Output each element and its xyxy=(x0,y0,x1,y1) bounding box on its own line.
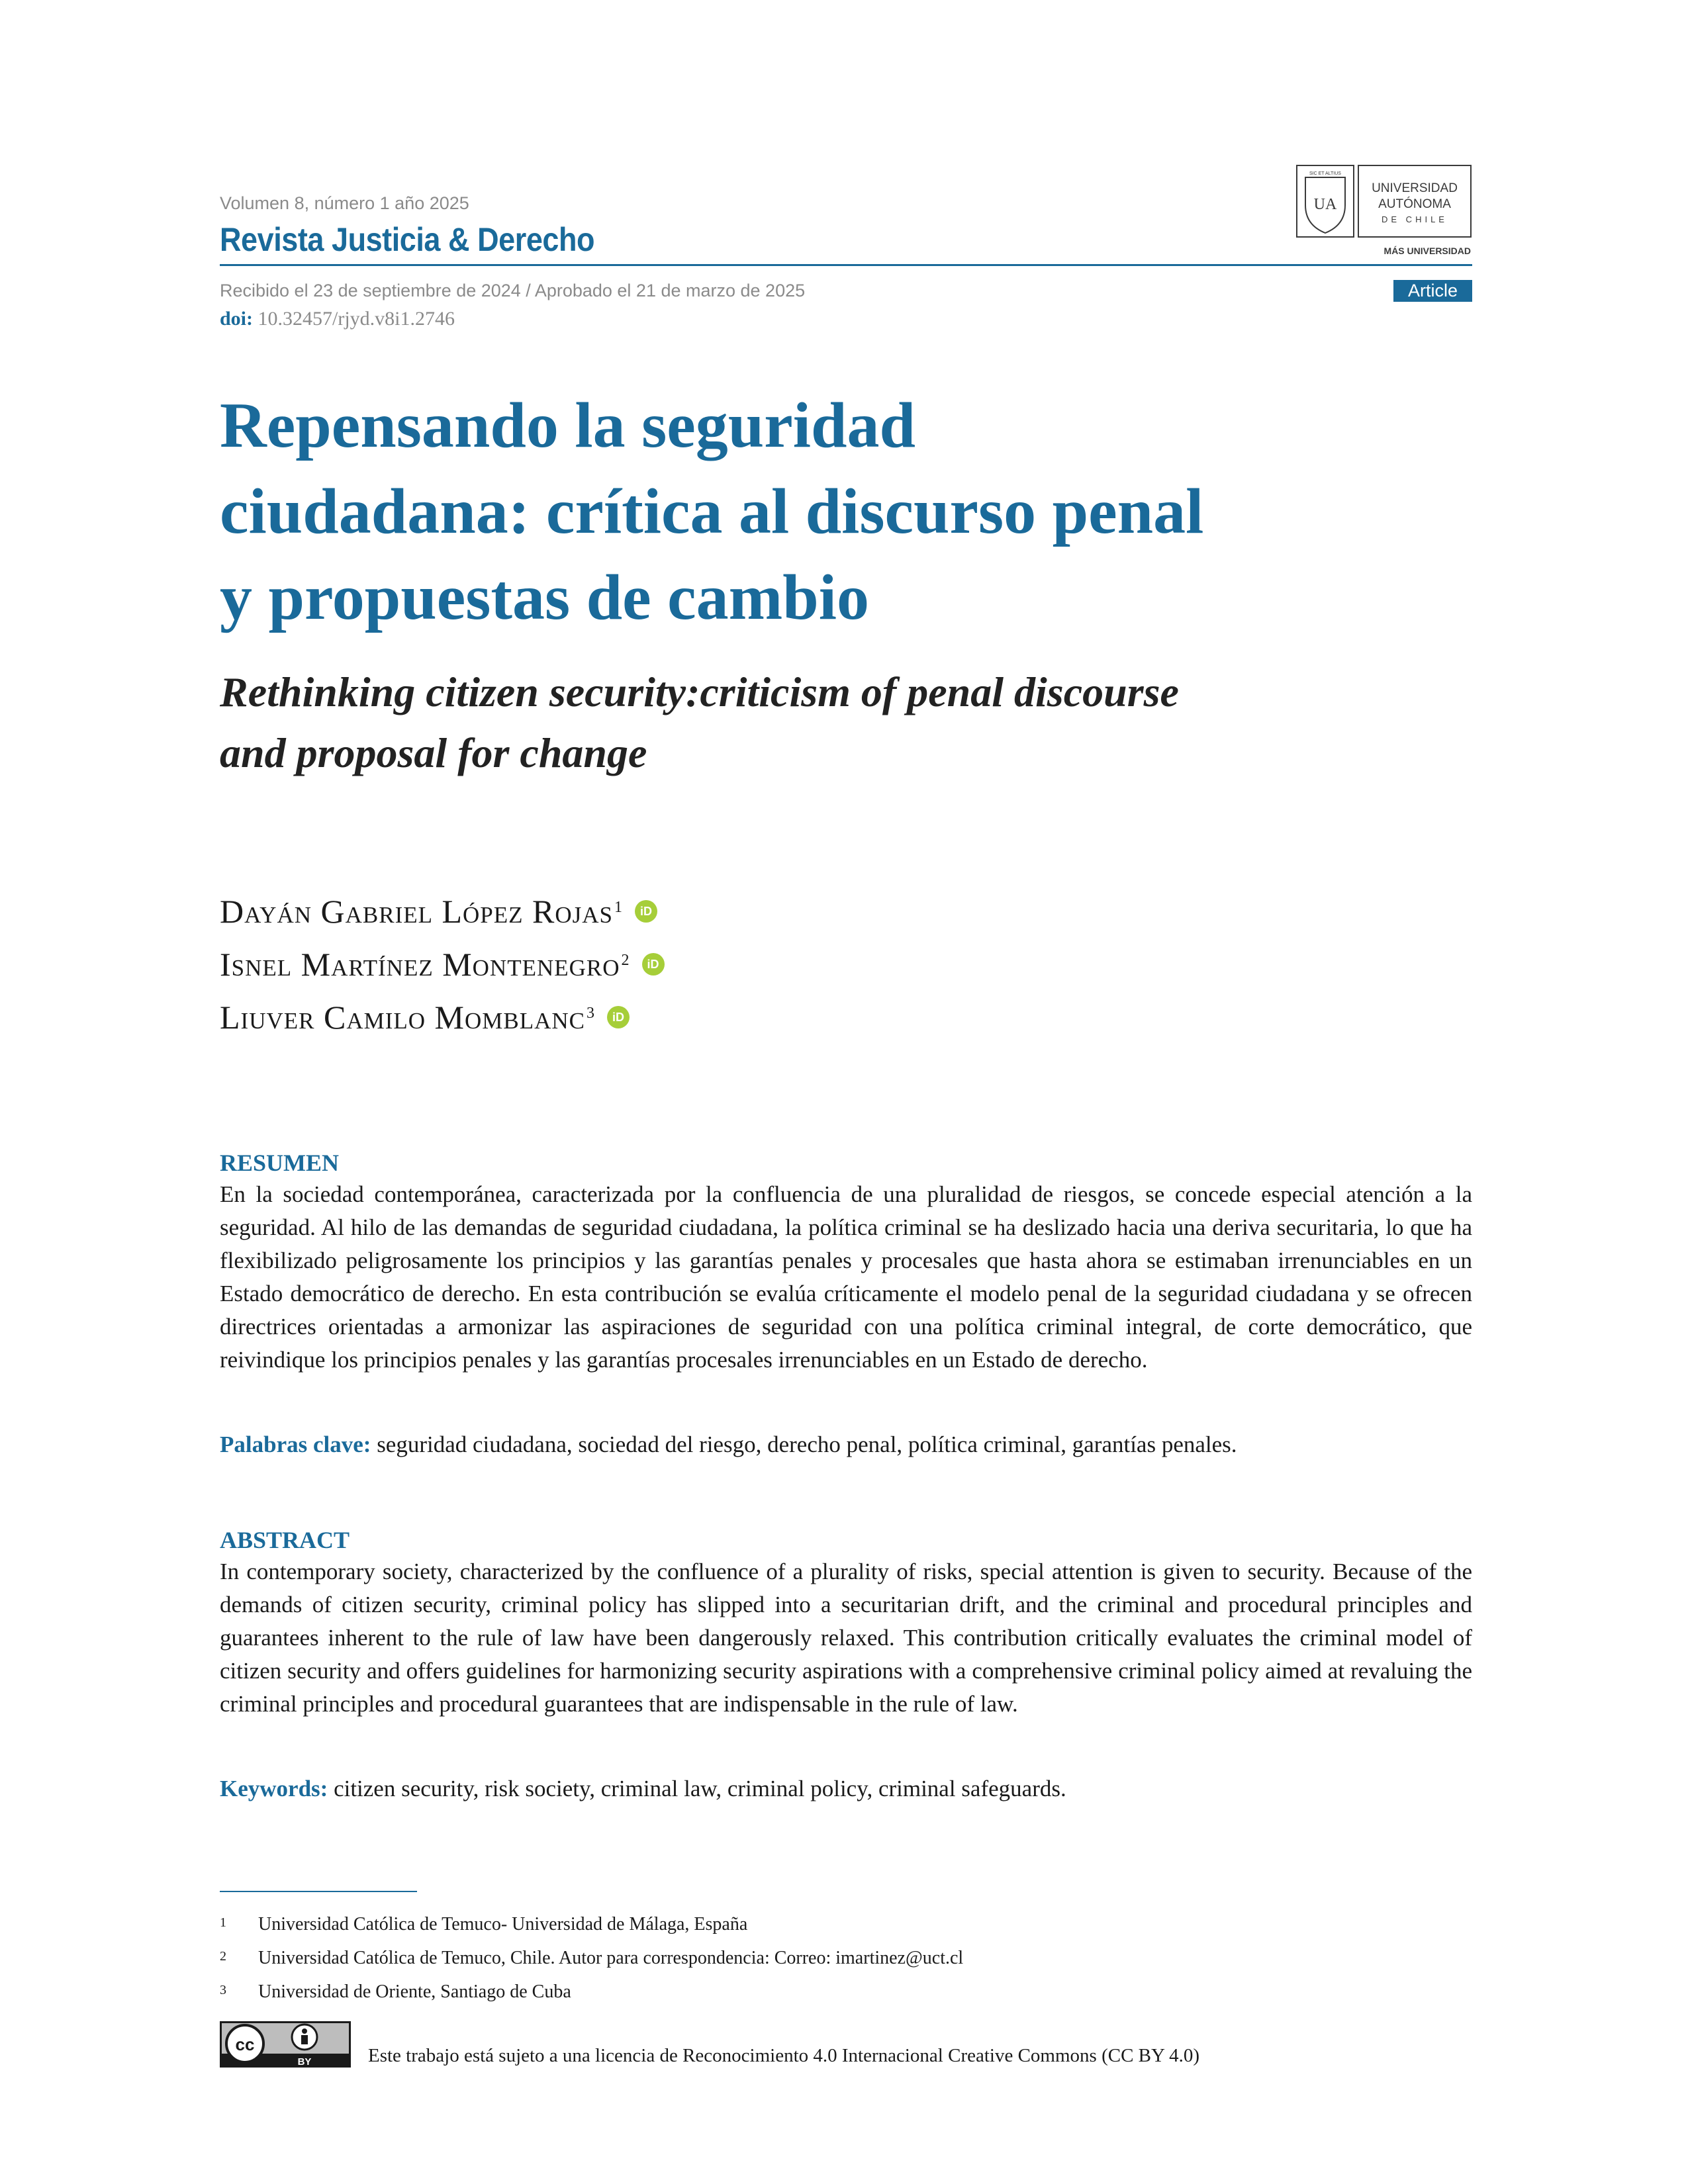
orcid-icon[interactable]: iD xyxy=(635,900,657,923)
abstract-heading: ABSTRACT xyxy=(220,1527,350,1553)
logo-line3: DE CHILE xyxy=(1382,214,1448,224)
footnote-text: Universidad de Oriente, Santiago de Cuba xyxy=(258,1981,571,2002)
footnote-number: 2 xyxy=(220,1949,226,1964)
author-2 xyxy=(220,945,665,983)
footnote-2 xyxy=(220,1948,963,1969)
author-name: Liuver Camilo Momblanc xyxy=(220,999,586,1036)
author-1 xyxy=(220,892,657,931)
palabras-clave-list: seguridad ciudadana, sociedad del riesgo, derecho penal, política criminal, garantías penales. xyxy=(377,1432,1237,1457)
footnote-3 xyxy=(220,1981,571,2003)
author-name: Dayán Gabriel López Rojas xyxy=(220,893,614,930)
author-affiliation-number: 2 xyxy=(621,951,630,969)
keywords-label: Keywords: xyxy=(220,1776,328,1801)
resumen-heading: RESUMEN xyxy=(220,1150,340,1176)
doi-label: doi: xyxy=(220,308,254,330)
footnote-number: 3 xyxy=(220,1983,226,1997)
license-text: Este trabajo está sujeto a una licencia de Reconocimiento 4.0 Internacional Creative Commons (CC BY 4.0) xyxy=(368,2045,1200,2066)
orcid-icon[interactable]: iD xyxy=(642,953,665,976)
by-label: BY xyxy=(297,2056,312,2068)
article-subtitle: Rethinking citizen security:criticism of penal discourse and proposal for change xyxy=(220,668,1179,776)
logo-tagline: MÁS UNIVERSIDAD xyxy=(1383,246,1471,256)
volume-info: Volumen 8, número 1 año 2025 xyxy=(220,193,469,213)
footnote-text: Universidad Católica de Temuco- Universidad de Málaga, España xyxy=(258,1914,748,1934)
author-3 xyxy=(220,998,630,1036)
keywords xyxy=(220,1772,1472,1805)
logo-line1: UNIVERSIDAD xyxy=(1372,181,1458,195)
footnote-divider xyxy=(220,1891,417,1892)
seal-caption: SIC ET ALTIUS xyxy=(1309,171,1341,176)
keywords-list: citizen security, risk society, criminal law, criminal policy, criminal safeguards. xyxy=(334,1776,1066,1801)
palabras-clave-label: Palabras clave: xyxy=(220,1432,371,1457)
author-name: Isnel Martínez Montenegro xyxy=(220,946,620,983)
header-divider xyxy=(220,264,1472,266)
doi-link[interactable]: 10.32457/rjyd.v8i1.2746 xyxy=(258,308,455,330)
university-logo xyxy=(1296,164,1472,257)
article-type-badge: Article xyxy=(1393,280,1472,302)
journal-name: Revista Justicia & Derecho xyxy=(220,221,595,258)
article-title: Repensando la seguridad ciudadana: crítica al discurso penal y propuestas de cambio xyxy=(220,390,1204,633)
orcid-icon[interactable]: iD xyxy=(607,1006,630,1028)
cc-icon-text: cc xyxy=(235,2034,255,2054)
logo-line2: AUTÓNOMA xyxy=(1378,197,1451,211)
footnote-text: Universidad Católica de Temuco, Chile. Autor para correspondencia: Correo: imartinez@uct.cl xyxy=(258,1948,964,1968)
author-affiliation-number: 1 xyxy=(614,898,624,916)
resumen-text: En la sociedad contemporánea, caracterizada por la confluencia de una pluralidad de riesgos, se concede especial atención a la seguridad. Al hilo de las demandas de seguridad ciudadana, la política criminal se ha deslizado hacia una deriva securitaria, lo que ha flexibilizado peligrosamente los principios y las garantías penales y procesales que hasta ahora se estimaban irrenunciables en un Estado democrático de derecho. En esta contribución se evalúa críticamente el modelo penal de la seguridad ciudadana y se ofrecen directrices orientadas a armonizar las aspiraciones de seguridad con una política criminal integral, de corte democrático, que reivindique los principios penales y las garantías procesales irrenunciables en un Estado de derecho. xyxy=(220,1181,1472,1373)
abstract-text: In contemporary society, characterized by the confluence of a plurality of risks, special attention is given to security. Because of the demands of citizen security, criminal policy has slipped into a securitarian drift, and the criminal and procedural principles and guarantees inherent to the rule of law have been dangerously relaxed. This contribution critically evaluates the criminal model of citizen security and offers guidelines for harmonizing security aspirations with a comprehensive criminal policy aimed at revaluing the criminal principles and procedural guarantees that are indispensable in the rule of law. xyxy=(220,1559,1472,1717)
author-affiliation-number: 3 xyxy=(586,1004,596,1022)
footnote-number: 1 xyxy=(220,1915,226,1930)
doi xyxy=(220,308,455,330)
cc-by-license-badge[interactable] xyxy=(220,2021,351,2068)
received-approved-dates: Recibido el 23 de septiembre de 2024 / Aprobado el 21 de marzo de 2025 xyxy=(220,281,806,300)
palabras-clave xyxy=(220,1428,1472,1461)
seal-text: UA xyxy=(1313,196,1337,213)
footnote-1 xyxy=(220,1914,747,1935)
